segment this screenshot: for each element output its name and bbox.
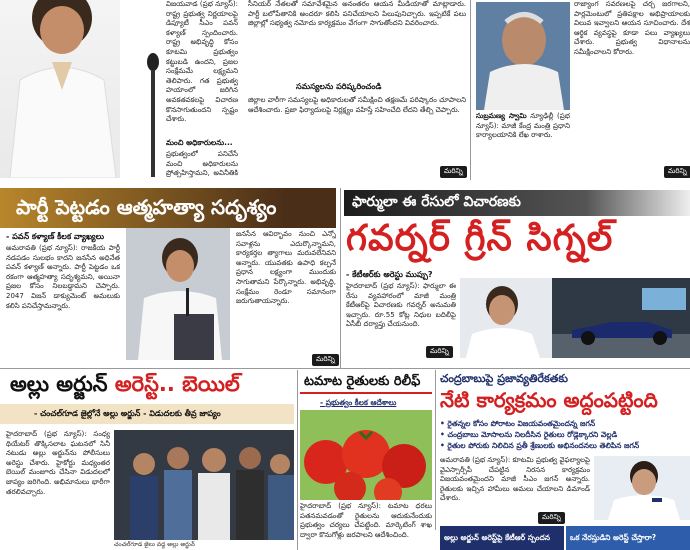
allu-subhead: - చంచల్‌గూడ జైల్లోనే అల్లు అర్జున్ - విడుదలకు తీవ్ర జాప్యం	[34, 409, 221, 418]
read-more-button-pawan[interactable]: మరిన్ని	[312, 354, 339, 366]
top-left-body-text: విజయవాడ (ప్రభ న్యూస్): రాష్ట్ర ప్రభుత్వ నిర్ణయాలపై డిప్యూటీ సీఎం పవన్ కళ్యాణ్ స్పందించారు. రాష్ట్ర అభివృద్ధి కోసం కూటమి ప్రభుత్వం కట్టుబడి ఉందని, ప్రజల సంక్షేమమే లక్ష్యమని తెలిపారు. గత ప్రభుత్వ హయాంలో జరిగిన అవకతవకలపై విచారణ కొనసాగుతుందని స్పష్టం చేశారు.	[166, 0, 238, 124]
top-right-body-text: రాజ్యాంగ సవరణలపై చర్చ జరగాలని, పార్లమెంటులో ప్రతిపక్షాల అభిప్రాయాలకు విలువ ఇవ్వాలని ఆయన సూచించారు. దేశ ఆర్థిక వ్యవస్థపై కూడా పలు వ్యాఖ్యలు చేశారు. ప్రభుత్వ విధానాలను సమీక్షించాలని కోరారు.	[574, 0, 690, 56]
top-left-subhead: మంచి అధికారులను...	[166, 138, 233, 147]
cbn-bullets	[440, 418, 690, 451]
pawan-headline: పార్టీ పెట్టడం ఆత్మహత్యా సదృశ్యం	[16, 195, 277, 219]
microphone-icon	[146, 52, 160, 177]
formula-e-race-car-photo	[552, 278, 690, 358]
top-mid-subhead: సమస్యలను పరిష్కరించండి	[296, 82, 382, 91]
pawan-subhead: - పవన్ కళ్యాణ్ కీలక వ్యాఖ్యలు	[6, 232, 105, 241]
tomato-body-text: హైదరాబాద్ (ప్రభ న్యూస్): టమాట ధరలు పతనమవడంతో రైతులను ఆదుకునేందుకు ప్రభుత్వం చర్యలు చేపట్టింది. మార్కెటింగ్ శాఖ ద్వారా కొనుగోళ్లు జరపాలని ఆదేశించింది.	[300, 502, 432, 539]
top-mid-body-text-2: జిల్లాల వారీగా సమస్యలపై అధికారులతో సమీక్షించి తక్షణమే పరిష్కారం చూపాలని ఆదేశించారు. ప్రజా ఫిర్యాదులపై నిర్లక్ష్యం వహిస్తే సహించేది లేదని తేల్చి చెప్పారు.	[248, 96, 466, 114]
bottom-strip-left-text: అల్లు అర్జున్ అరెస్ట్‌పై కేటీఆర్ స్పందన	[444, 533, 551, 542]
tomato-photo	[300, 410, 432, 500]
cbn-headline: నేటి కార్యక్రమం అద్దంపట్టింది	[440, 388, 658, 412]
bottom-strip-left[interactable]	[440, 526, 564, 550]
formula-kicker: ఫార్ములా ఈ రేసులో విచారణకు	[352, 194, 521, 210]
right-top-caption	[476, 112, 570, 172]
bullet-item: • రైతుల పోరుకు నిలిచిన ప్రతీ శ్రేణులకు అభినందనలు తెలిపిన జగన్	[440, 441, 640, 450]
bottom-strip-right[interactable]	[566, 526, 690, 550]
jagan-photo	[594, 456, 690, 520]
allu-arjun-crowd-photo	[114, 430, 294, 540]
subramanian-swamy-photo	[476, 2, 570, 110]
formula-body-text: హైదరాబాద్ (ప్రభ న్యూస్): ఫార్ములా ఈ రేసు వ్యవహారంలో మాజీ మంత్రి కేటీఆర్‌పై విచారణకు గవర్నర్ అనుమతి ఇచ్చారు. రూ.55 కోట్ల నిధుల బదిలీపై ఏసీబీ దర్యాప్తు చేయనుంది.	[346, 282, 456, 329]
cbn-body-text: అమరావతి (ప్రభ న్యూస్): కూటమి ప్రభుత్వ వైఫల్యాలపై వైఎస్సార్సీపీ చేపట్టిన నిరసన కార్యక్రమం విజయవంతమైందని మాజీ సీఎం జగన్ అన్నారు. రైతులకు ఇచ్చిన హామీలు అమలు చేయాలని డిమాండ్ చేశారు.	[440, 456, 590, 503]
read-more-button-formula[interactable]: మరిన్ని	[426, 346, 453, 358]
formula-subhead: - కేటీఆర్‌కు అరెస్టు ముప్పు?	[346, 270, 433, 279]
read-more-button-top-right[interactable]: మరిన్ని	[664, 166, 690, 178]
pawan-body-text: అమరావతి (ప్రభ న్యూస్): రాజకీయ పార్టీ నడపడం సులభం కాదని జనసేన అధినేత పవన్ కళ్యాణ్ అన్నారు. పార్టీ పెట్టడం ఒక రకంగా ఆత్మహత్యా సదృశ్యమని, అయినా ప్రజల కోసం నిలబడ్డామని చెప్పారు. 2047 విజన్ డాక్యుమెంట్ అమలుకు కలిసి పనిచేస్తామన్నారు.	[6, 244, 120, 310]
pawan-kalyan-photo-top	[0, 0, 120, 178]
caption-name: సుబ్రమణ్య స్వామి	[476, 112, 527, 120]
ktr-photo	[460, 278, 552, 358]
top-mid-body-text: సీనియర్ నేతలతో సమావేశమైన అనంతరం ఆయన మీడియాతో మాట్లాడారు. పార్టీ బలోపేతానికి అందరూ కలిసి పనిచేయాలని పిలుపునిచ్చారు. ఇప్పటికే పలు జిల్లాల్లో సభ్యత్వ నమోదు కార్యక్రమం వేగంగా సాగుతోందని వివరించారు.	[248, 0, 466, 28]
read-more-button-top-mid[interactable]: మరిన్ని	[440, 166, 467, 178]
read-more-button-cbn[interactable]: మరిన్ని	[538, 512, 565, 524]
tomato-headline: టమాట రైతులకు రిలీఫ్	[304, 374, 421, 389]
allu-photo-caption: చంచల్‌గూడ జైలు వద్ద అల్లు అర్జున్	[114, 541, 195, 548]
top-left-subtext: ప్రభుత్వంలో పనిచేసే మంచి అధికారులను ప్రోత్సహిస్తామని, అవినీతికి	[166, 150, 238, 178]
pawan-body-text-2: జనసేన ఆవిర్భావం నుంచి ఎన్నో సవాళ్లను ఎదుర్కొన్నామని, కార్యకర్తల త్యాగాలు మరువలేనివని అన్నారు. యువతకు ఉపాధి కల్పనే ప్రధాన లక్ష్యంగా ముందుకు సాగుతామని పేర్కొన్నారు. అభివృద్ధి, సంక్షేమం రెండూ సమానంగా జరుగుతాయన్నారు.	[236, 230, 336, 306]
pawan-kalyan-podium-photo	[126, 228, 230, 360]
cbn-kicker: చంద్రబాబుపై ప్రజావ్యతిరేకతకు	[440, 372, 568, 385]
allu-body-text: హైదరాబాద్ (ప్రభ న్యూస్): సంధ్య థియేటర్ తొక్కిసలాట ఘటనలో సినీ నటుడు అల్లు అర్జున్‌ను పోలీసులు అరెస్టు చేశారు. హైకోర్టు మధ్యంతర బెయిల్ మంజూరు చేసినా విడుదలలో జాప్యం జరిగింది. అభిమానులు భారీగా తరలివచ్చారు.	[6, 430, 110, 496]
allu-headline	[10, 372, 310, 402]
tomato-subhead: - ప్రభుత్వం కీలక ఆదేశాలు	[320, 398, 397, 407]
allu-headline-action: అరెస్ట్.. బెయిల్	[114, 372, 240, 396]
formula-headline: గవర్నర్ గ్రీన్ సిగ్నల్	[346, 218, 614, 259]
bullet-item: • రైతన్నల కోసం పోరాటం విజయవంతమైందన్న జగన్	[440, 419, 596, 428]
bullet-item: • చంద్రబాబు మోసాలను నిలదీసిన రైతులు రోడ్లెక్కారని వెల్లడి	[440, 430, 618, 439]
allu-headline-name: అల్లు అర్జున్	[10, 372, 115, 396]
bottom-strip-right-text: ఒక నేరస్తుడిని అరెస్ట్ చేస్తారా?	[570, 533, 657, 542]
caption-text: న్యూఢిల్లీ (ప్రభ న్యూస్): మాజీ కేంద్ర మంత్రి ప్రధాని కార్యాలయానికి లేఖ రాశారు.	[476, 112, 570, 140]
